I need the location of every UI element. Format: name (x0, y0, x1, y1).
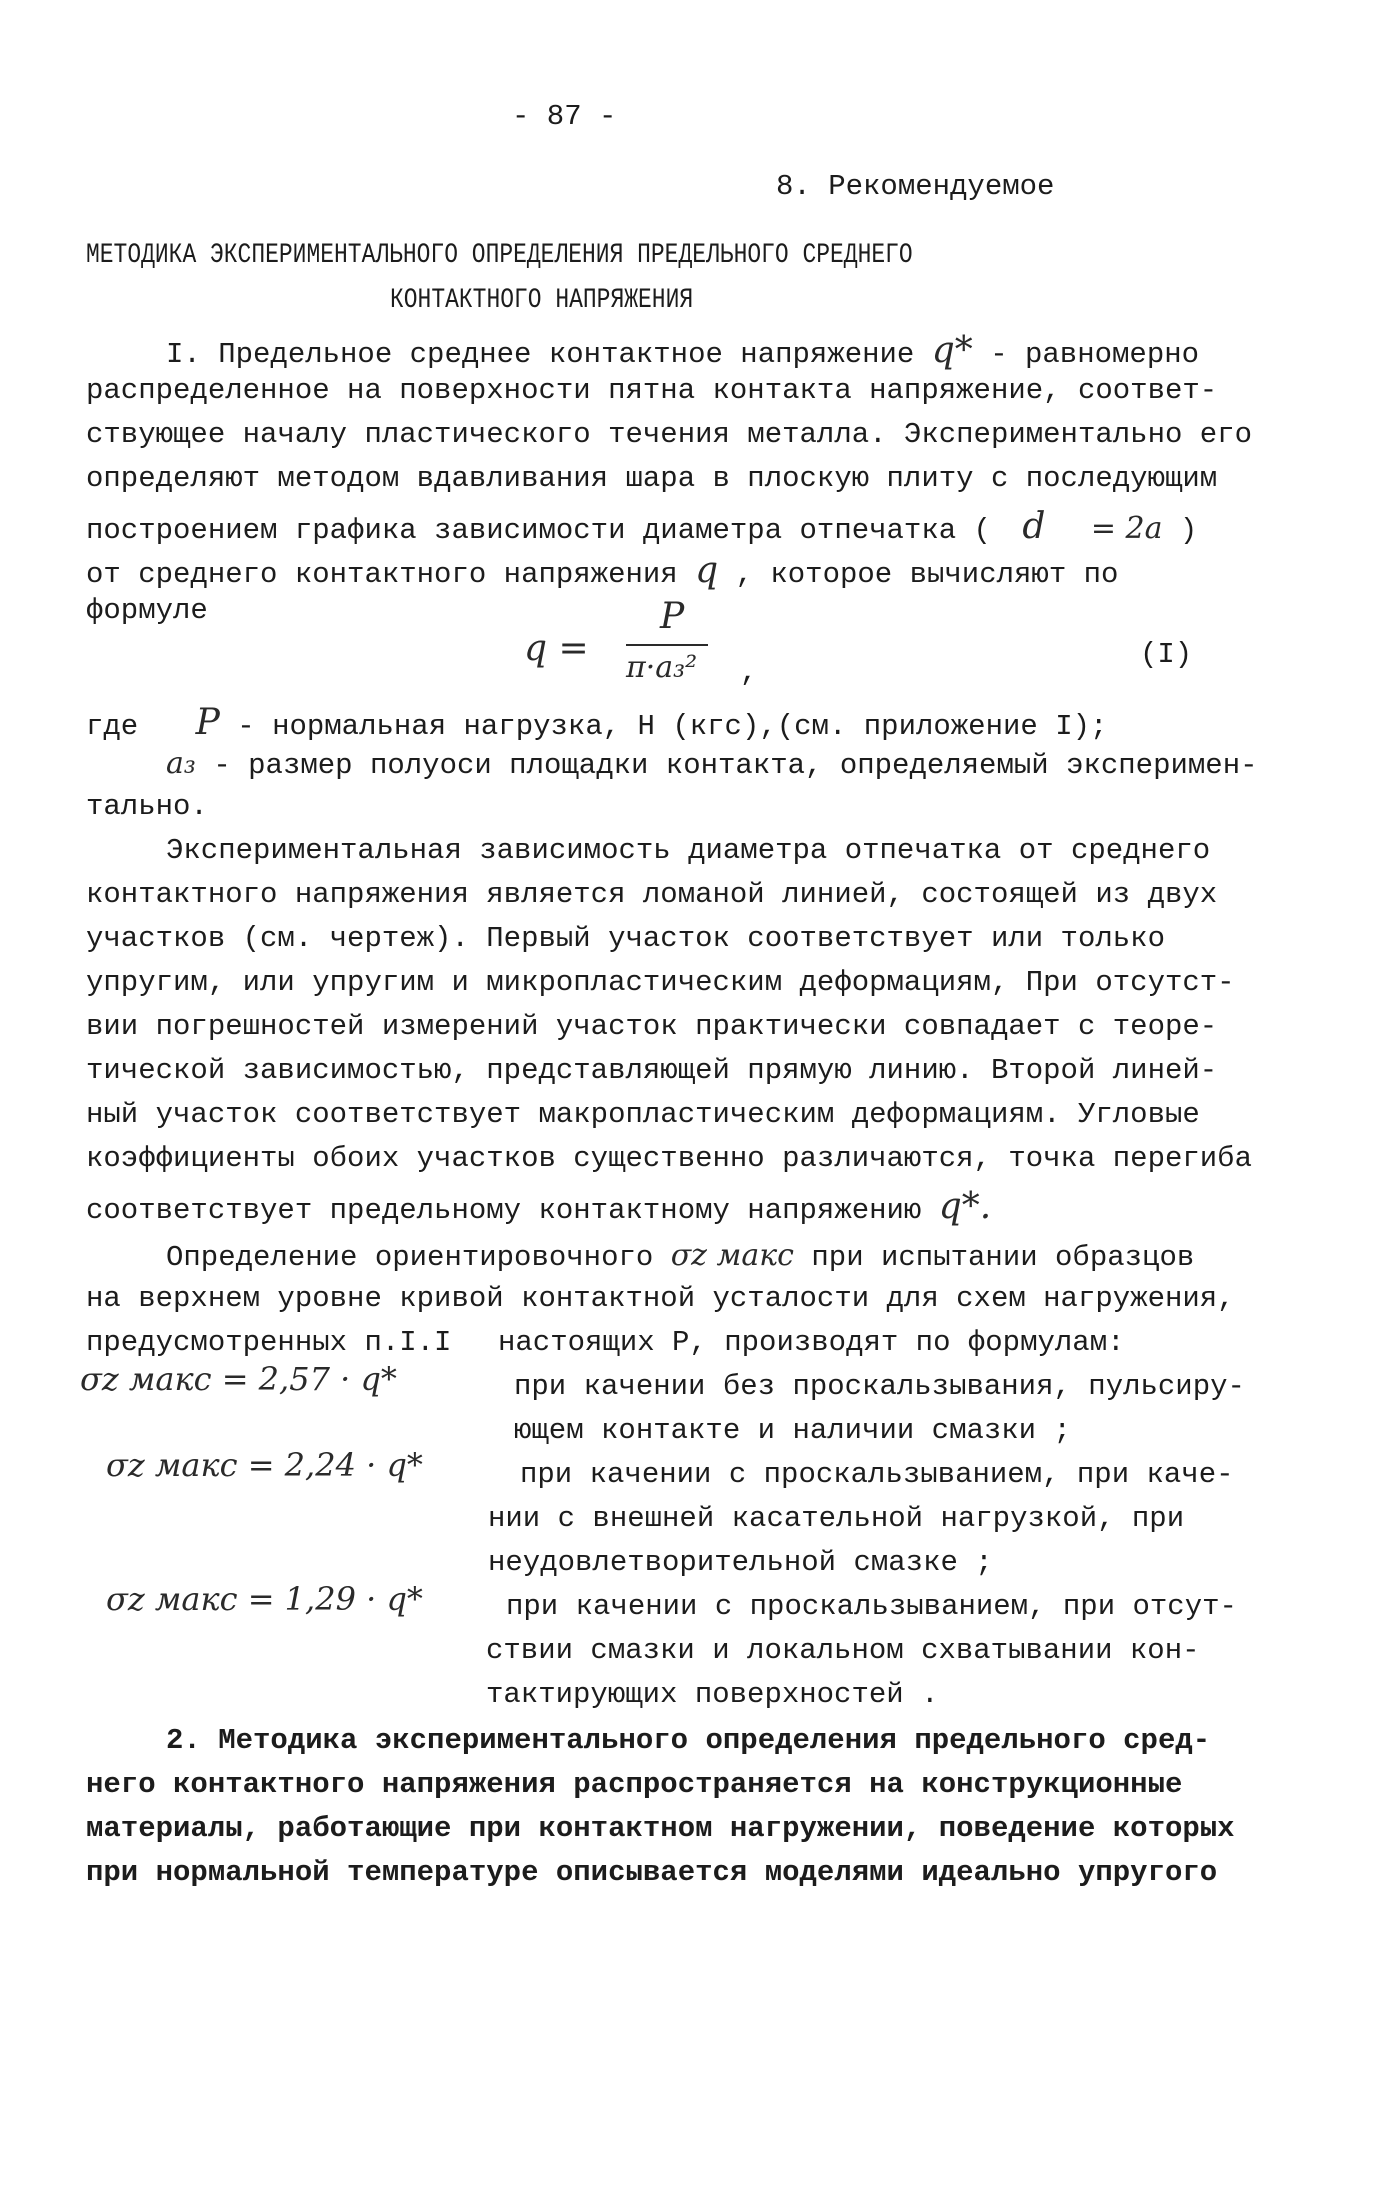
formula-a-text-1: при качении без проскальзывания, пульсиру- (514, 1370, 1245, 1403)
formula-b-text-1: при качении с проскальзыванием, при каче- (520, 1458, 1234, 1491)
formula1-denominator: π·a₃² (626, 650, 698, 685)
para1-line-4: определяют методом вдавливания шара в плоскую плиту с последующим (86, 462, 1218, 495)
para1-line-7: формуле (86, 594, 208, 627)
page-number: - 87 - (512, 100, 617, 133)
para2-line-3: участков (см. чертеж). Первый участок соответствует или только (86, 922, 1165, 955)
formula-c-text-3: тактирующих поверхностей . (486, 1678, 939, 1711)
para2-line-2: контактного напряжения является ломаной линией, состоящей из двух (86, 878, 1218, 911)
document-title-line-1: МЕТОДИКА ЭКСПЕРИМЕНТАЛЬНОГО ОПРЕДЕЛЕНИЯ ПРЕДЕЛЬНОГО СРЕДНЕГО (86, 240, 913, 271)
eq-2a: = 2a (1090, 511, 1163, 546)
para1-line-6: от среднего контактного напряжения q , которое вычисляют по (86, 550, 1119, 591)
formula-c-lhs: σz макс = 1,29 · q* (106, 1580, 423, 1618)
where-line-2: a₃ - размер полуоси площадки контакта, определяемый эксперимен- (166, 746, 1258, 782)
a3-symbol: a₃ (166, 746, 196, 781)
formula1-comma: , (740, 656, 758, 689)
para4-line-4: при нормальной температуре описывается моделями идеально упругого (86, 1856, 1218, 1889)
formula-a-text-2: ющем контакте и наличии смазки ; (514, 1414, 1071, 1447)
where-line-3: тально. (86, 790, 208, 823)
formula-a-lhs: σz макс = 2,57 · q* (80, 1360, 397, 1398)
formula1-fraction-bar (626, 644, 708, 646)
para2-line-7: ный участок соответствует макропластическим деформациям. Угловые (86, 1098, 1200, 1131)
para2-line-1: Экспериментальная зависимость диаметра отпечатка от среднего (166, 834, 1211, 867)
para3-line-3: предусмотренных п.I.I (86, 1326, 452, 1359)
para1-line-1: I. Предельное среднее контактное напряжение q* - равномерно (166, 330, 1200, 371)
para1-line-2: распределенное на поверхности пятна контакта напряжение, соответ- (86, 374, 1218, 407)
document-title-line-2: КОНТАКТНОГО НАПРЯЖЕНИЯ (390, 285, 694, 316)
para3-line-3b: настоящих Р, производят по формулам: (498, 1326, 1125, 1359)
q-star-symbol-2: q*. (938, 1186, 992, 1227)
para1-line-5: построением графика зависимости диаметра отпечатка ( d = 2a ) (86, 506, 1198, 547)
d-symbol: d (1022, 506, 1046, 547)
para1-line-3: ствующее началу пластического течения металла. Экспериментально его (86, 418, 1252, 451)
para2-line-9: соответствует предельному контактному напряжению q*. (86, 1186, 992, 1227)
formula-b-text-2: нии с внешней касательной нагрузкой, при (488, 1502, 1185, 1535)
q-star-symbol: q* (931, 330, 973, 371)
para2-line-5: вии погрешностей измерений участок практически совпадает с теоре- (86, 1010, 1218, 1043)
para2-line-4: упругим, или упругим и микропластическим деформациям, При отсутст- (86, 966, 1235, 999)
sigma-max-symbol: σz макс (670, 1238, 794, 1273)
p-symbol: P (195, 702, 220, 743)
formula-c-text-2: ствии смазки и локальном схватывании кон- (486, 1634, 1200, 1667)
para4-line-3: материалы, работающие при контактном нагружении, поведение которых (86, 1812, 1235, 1845)
where-line-1: где P - нормальная нагрузка, Н (кгс),(см. приложение I); (86, 702, 1108, 743)
para3-line-1: Определение ориентировочного σz макс при испытании образцов (166, 1238, 1195, 1274)
para2-line-6: тической зависимостью, представляющей прямую линию. Второй линей- (86, 1054, 1218, 1087)
para4-line-2: него контактного напряжения распространяется на конструкционные (86, 1768, 1183, 1801)
formula1-number: (I) (1140, 638, 1193, 671)
formula1-lhs: q = (524, 628, 589, 669)
q-symbol: q (695, 550, 719, 591)
para4-line-1: 2. Методика экспериментального определения предельного сред- (166, 1724, 1211, 1757)
formula-b-lhs: σz макс = 2,24 · q* (106, 1446, 423, 1484)
formula1-numerator: P (660, 596, 685, 637)
section-label: 8. Рекомендуемое (776, 170, 1055, 203)
para2-line-8: коэффициенты обоих участков существенно различаются, точка перегиба (86, 1142, 1252, 1175)
formula-b-text-3: неудовлетворительной смазке ; (488, 1546, 993, 1579)
para3-line-2: на верхнем уровне кривой контактной усталости для схем нагружения, (86, 1282, 1235, 1315)
formula-c-text-1: при качении с проскальзыванием, при отсут- (506, 1590, 1237, 1623)
